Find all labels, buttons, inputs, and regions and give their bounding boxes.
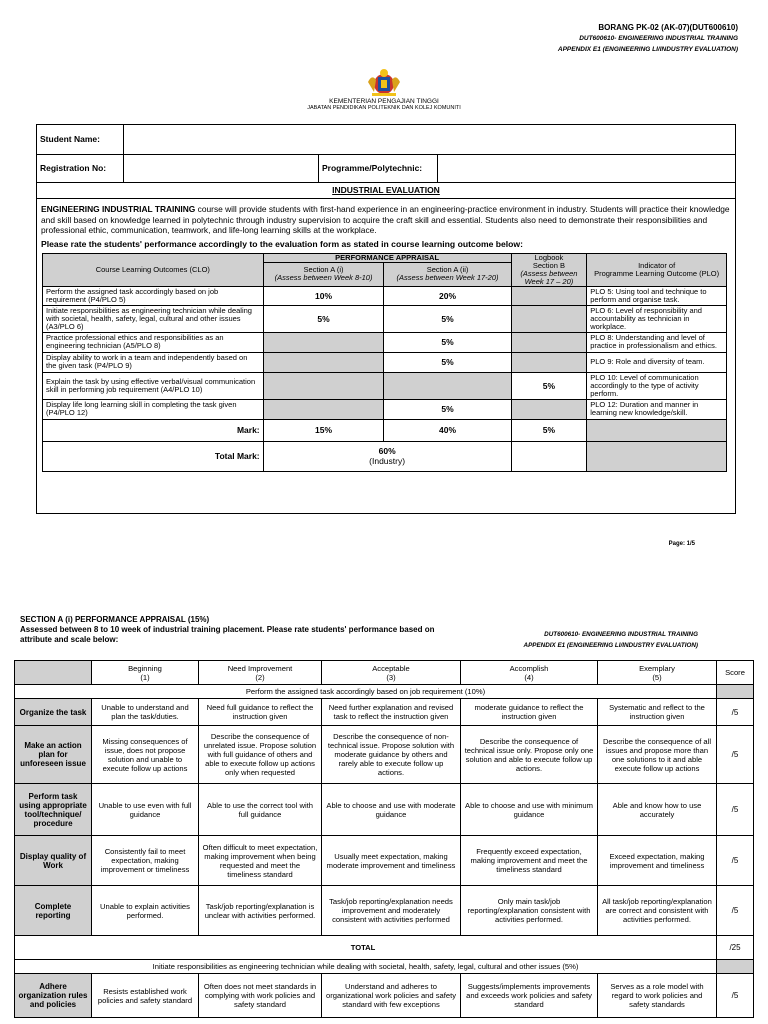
group1-score-empty	[717, 685, 754, 699]
criterion: Complete reporting	[15, 886, 92, 936]
level-name: Exemplary	[639, 663, 675, 673]
score-field[interactable]: /5	[717, 836, 754, 886]
rubric-table	[14, 660, 754, 1018]
clo-row	[43, 399, 727, 419]
section2-course-line: DUT600610- ENGINEERING INDUSTRIAL TRAINING	[544, 631, 698, 638]
section2-appendix-line: APPENDIX E1 (ENGINEERING LI/INDUSTRY EVALUATION)	[523, 642, 698, 649]
plo-label: Programme Learning Outcome (PLO)	[594, 268, 720, 278]
descriptor: moderate guidance to reflect the instruction given	[461, 699, 598, 726]
a2-weight: 5%	[384, 305, 511, 332]
clo-row	[43, 352, 727, 372]
ministry-block	[234, 98, 534, 112]
descriptor: Only main task/job reporting/explanation consistent with activities performed.	[461, 886, 598, 936]
a1-weight-empty	[263, 352, 384, 372]
total-b-empty	[511, 441, 587, 471]
mark-row	[43, 419, 727, 441]
group2-title: Initiate responsibilities as engineering technician while dealing with societal, health, safety, legal, cultural and other issues (5%)	[15, 960, 717, 974]
clo-row	[43, 372, 727, 399]
a2-weight: 5%	[384, 332, 511, 352]
b-weight-empty	[511, 352, 587, 372]
a2-weight: 5%	[384, 399, 511, 419]
section-title: INDUSTRIAL EVALUATION	[332, 185, 440, 196]
descriptor: Systematic and reflect to the instruction given	[598, 699, 717, 726]
rubric-row	[15, 784, 754, 836]
descriptor: Often does not meet standards in complying with work policies and safety standard	[199, 974, 322, 1018]
rate-instruction: Please rate the students' performance accordingly to the evaluation form as stated in course learning outcome below:	[41, 238, 523, 249]
rubric-row	[15, 726, 754, 784]
b-weight: 5%	[511, 372, 587, 399]
section2-title: SECTION A (i) PERFORMANCE APPRAISAL (15%)	[20, 615, 210, 624]
a2-weight: 20%	[384, 286, 511, 305]
section-a2-sub: (Assess between Week 17-20)	[396, 273, 499, 283]
a2-weight: 5%	[384, 352, 511, 372]
score-field[interactable]: /5	[717, 886, 754, 936]
intro-paragraph	[37, 198, 735, 236]
plo-header	[587, 253, 727, 286]
a1-weight: 10%	[263, 286, 384, 305]
score-field[interactable]: /5	[717, 699, 754, 726]
total-mark-value: 60%	[378, 446, 396, 456]
criterion: Perform task using appropriate tool/technique/ procedure	[15, 784, 92, 836]
page-number: Page: 1/5	[668, 541, 695, 547]
descriptor: Often difficult to meet expectation, making improvement when being requested and meet the timeliness standard	[199, 836, 322, 886]
total-row	[43, 441, 727, 471]
descriptor: Able to choose and use with moderate guidance	[322, 784, 461, 836]
descriptor: Task/job reporting/explanation needs improvement and moderately consistent with activities performed	[322, 886, 461, 936]
level-name: Acceptable	[372, 663, 410, 673]
page-header	[558, 22, 738, 55]
mark-a2: 40%	[384, 419, 511, 441]
malaysia-crest-icon	[366, 68, 402, 98]
clo-text: Practice professional ethics and responsibilities as an engineering technician (A5/PLO 8)	[43, 332, 264, 352]
level-name: Need Improvement	[227, 663, 293, 673]
descriptor: Describe the consequence of all issues and propose more than one solutions to it and able execute follow up actions	[598, 726, 717, 784]
level-header	[461, 661, 598, 685]
section2-header-right	[524, 629, 698, 651]
section2-line3: attribute and scale below:	[20, 635, 119, 644]
intro-text: course will provide students with first-hand experience in an engineering-practice environment in industry. Students will practice their knowledge and skill based on knowledge learned in polytechnic through industry supervision to acquire the craft skill and essential. Students also need to demonstrate their responsibilities and professional ethic, communication, teamwork, and life-long learning skills at the workplace.	[41, 204, 730, 235]
criterion: Adhere organization rules and policies	[15, 974, 92, 1018]
plo-text: PLO 12: Duration and manner in learning new knowledge/skill.	[587, 399, 727, 419]
descriptor: Able to use the correct tool with full guidance	[199, 784, 322, 836]
total-plo-empty	[587, 441, 727, 471]
indicator-label: Indicator of	[638, 260, 676, 270]
descriptor: Able and know how to use accurately	[598, 784, 717, 836]
plo-text: PLO 6: Level of responsibility and accountability as technician in workplace.	[587, 305, 727, 332]
intro-bold: ENGINEERING INDUSTRIAL TRAINING	[41, 204, 196, 214]
section-a1-label: Section A (i)	[303, 265, 344, 275]
logbook-header	[511, 253, 587, 286]
registration-field[interactable]	[124, 154, 319, 182]
total-mark-cell	[263, 441, 511, 471]
level-num: (2)	[255, 672, 265, 682]
section-title-cell	[37, 182, 735, 198]
section-a2-label: Section A (ii)	[426, 265, 469, 275]
score-field[interactable]: /5	[717, 726, 754, 784]
evaluation-form	[36, 124, 736, 514]
group2-score-empty	[717, 960, 754, 974]
rubric-total-score: /25	[717, 936, 754, 960]
section2-line2: Assessed between 8 to 10 week of industrial training placement. Please rate students' performance based on	[20, 625, 435, 634]
descriptor: Describe the consequence of unrelated issue. Propose solution with full guidance of others and able to execute follow up actions only when requested	[199, 726, 322, 784]
criterion: Organize the task	[15, 699, 92, 726]
mark-label: Mark:	[43, 419, 264, 441]
clo-text: Initiate responsibilities as engineering technician while dealing with societal, health, safety, legal, cultural and other issues (A3/PLO 6)	[43, 305, 264, 332]
rubric-row	[15, 699, 754, 726]
appendix-line: APPENDIX E1 (ENGINEERING LI/INDUSTRY EVALUATION)	[557, 46, 738, 53]
section2-heading	[20, 615, 434, 645]
plo-text: PLO 9: Role and diversity of team.	[587, 352, 727, 372]
mark-plo-empty	[587, 419, 727, 441]
rubric-row	[15, 836, 754, 886]
a1-weight-empty	[263, 399, 384, 419]
score-header: Score	[717, 661, 754, 685]
criterion: Display quality of Work	[15, 836, 92, 886]
programme-field[interactable]	[438, 154, 736, 182]
level-header	[199, 661, 322, 685]
total-mark-sub: (Industry)	[369, 456, 406, 466]
b-weight-empty	[511, 286, 587, 305]
section-a1-header	[263, 263, 384, 286]
level-num: (3)	[386, 672, 396, 682]
a1-weight: 5%	[263, 305, 384, 332]
plo-text: PLO 8: Understanding and level of practice in professionalism and ethics.	[587, 332, 727, 352]
clo-text: Display ability to work in a team and independently based on the given task (P4/PLO 9)	[43, 352, 264, 372]
section-a2-header	[384, 263, 511, 286]
descriptor: Usually meet expectation, making moderate improvement and timeliness	[322, 836, 461, 886]
level-name: Beginning	[128, 663, 162, 673]
course-line: DUT600610- ENGINEERING INDUSTRIAL TRAINING	[579, 35, 738, 42]
criterion: Make an action plan for unforeseen issue	[15, 726, 92, 784]
descriptor: All task/job reporting/explanation are correct and consistent with activities performed.	[598, 886, 717, 936]
form-code: BORANG PK-02 (AK-07)(DUT600610)	[598, 23, 738, 32]
descriptor: Task/job reporting/explanation is unclear with activities performed.	[199, 886, 322, 936]
rubric-row	[15, 886, 754, 936]
registration-label: Registration No:	[37, 154, 124, 182]
descriptor: Need further explanation and revised task to reflect the instruction given	[322, 699, 461, 726]
clo-text: Display life long learning skill in completing the task given (P4/PLO 12)	[43, 399, 264, 419]
b-weight-empty	[511, 332, 587, 352]
descriptor: Consistently fail to meet expectation, making improvement or timeliness	[92, 836, 199, 886]
clo-table	[42, 253, 727, 472]
mark-a1: 15%	[263, 419, 384, 441]
a1-weight-empty	[263, 332, 384, 352]
level-num: (4)	[524, 672, 534, 682]
group1-title: Perform the assigned task accordingly based on job requirement (10%)	[15, 685, 717, 699]
clo-row	[43, 332, 727, 352]
mark-b: 5%	[511, 419, 587, 441]
student-info-table	[37, 125, 735, 198]
descriptor: Missing consequences of issue, does not propose solution and unable to execute follow up actions	[92, 726, 199, 784]
descriptor: Understand and adheres to organizational work policies and safety standard with few exceptions	[322, 974, 461, 1018]
perf-appraisal-header: PERFORMANCE APPRAISAL	[263, 253, 511, 263]
clo-text: Perform the assigned task accordingly based on job requirement (P4/PLO 5)	[43, 286, 264, 305]
level-num: (5)	[652, 672, 662, 682]
descriptor: Resists established work policies and safety standard	[92, 974, 199, 1018]
department-name: JABATAN PENDIDIKAN POLITEKNIK DAN KOLEJ KOMUNITI	[307, 105, 461, 111]
descriptor: Describe the consequence of non-technical issue. Propose solution with moderate guidance by others and rarely able to execute follow up actions.	[322, 726, 461, 784]
score-field[interactable]: /5	[717, 784, 754, 836]
descriptor: Exceed expectation, making improvement and timeliness	[598, 836, 717, 886]
level-num: (1)	[140, 672, 150, 682]
a2-weight-empty	[384, 372, 511, 399]
rubric-total-label: TOTAL	[15, 936, 717, 960]
logbook-label: Logbook	[534, 252, 564, 262]
descriptor: Unable to understand and plan the task/duties.	[92, 699, 199, 726]
student-name-field[interactable]	[124, 125, 736, 154]
descriptor: Frequently exceed expectation, making improvement and meet the timeliness standard	[461, 836, 598, 886]
descriptor: Unable to explain activities performed.	[92, 886, 199, 936]
plo-text: PLO 10: Level of communication accordingly to the type of activity perform.	[587, 372, 727, 399]
plo-text: PLO 5: Using tool and technique to perform and organise task.	[587, 286, 727, 305]
level-name: Accomplish	[509, 663, 549, 673]
b-weight-empty	[511, 399, 587, 419]
section-a1-sub: (Assess between Week 8-10)	[274, 273, 373, 283]
level-header	[92, 661, 199, 685]
a1-weight-empty	[263, 372, 384, 399]
score-field[interactable]: /5	[717, 974, 754, 1018]
ministry-name: KEMENTERIAN PENGAJIAN TINGGI	[329, 98, 439, 105]
clo-row	[43, 286, 727, 305]
programme-label: Programme/Polytechnic:	[319, 154, 438, 182]
clo-header: Course Learning Outcomes (CLO)	[43, 253, 264, 286]
rubric-corner	[15, 661, 92, 685]
rubric-row	[15, 974, 754, 1018]
section-b-sub: (Assess between Week 17 – 20)	[520, 268, 578, 286]
clo-text: Explain the task by using effective verbal/visual communication skill in performing job requirement (A4/PLO 10)	[43, 372, 264, 399]
b-weight-empty	[511, 305, 587, 332]
descriptor: Need full guidance to reflect the instruction given	[199, 699, 322, 726]
level-header	[598, 661, 717, 685]
descriptor: Able to choose and use with minimum guidance	[461, 784, 598, 836]
descriptor: Unable to use even with full guidance	[92, 784, 199, 836]
level-header	[322, 661, 461, 685]
rubric-total-row	[15, 936, 754, 960]
section-b-label: Section B	[532, 260, 565, 270]
descriptor: Describe the consequence of technical issue only. Propose only one solution and able to execute follow up actions.	[461, 726, 598, 784]
clo-row	[43, 305, 727, 332]
descriptor: Serves as a role model with regard to work policies and safety standards	[598, 974, 717, 1018]
total-mark-label: Total Mark:	[43, 441, 264, 471]
descriptor: Suggests/implements improvements and exceeds work policies and safety standard	[461, 974, 598, 1018]
student-name-label: Student Name:	[37, 125, 124, 154]
